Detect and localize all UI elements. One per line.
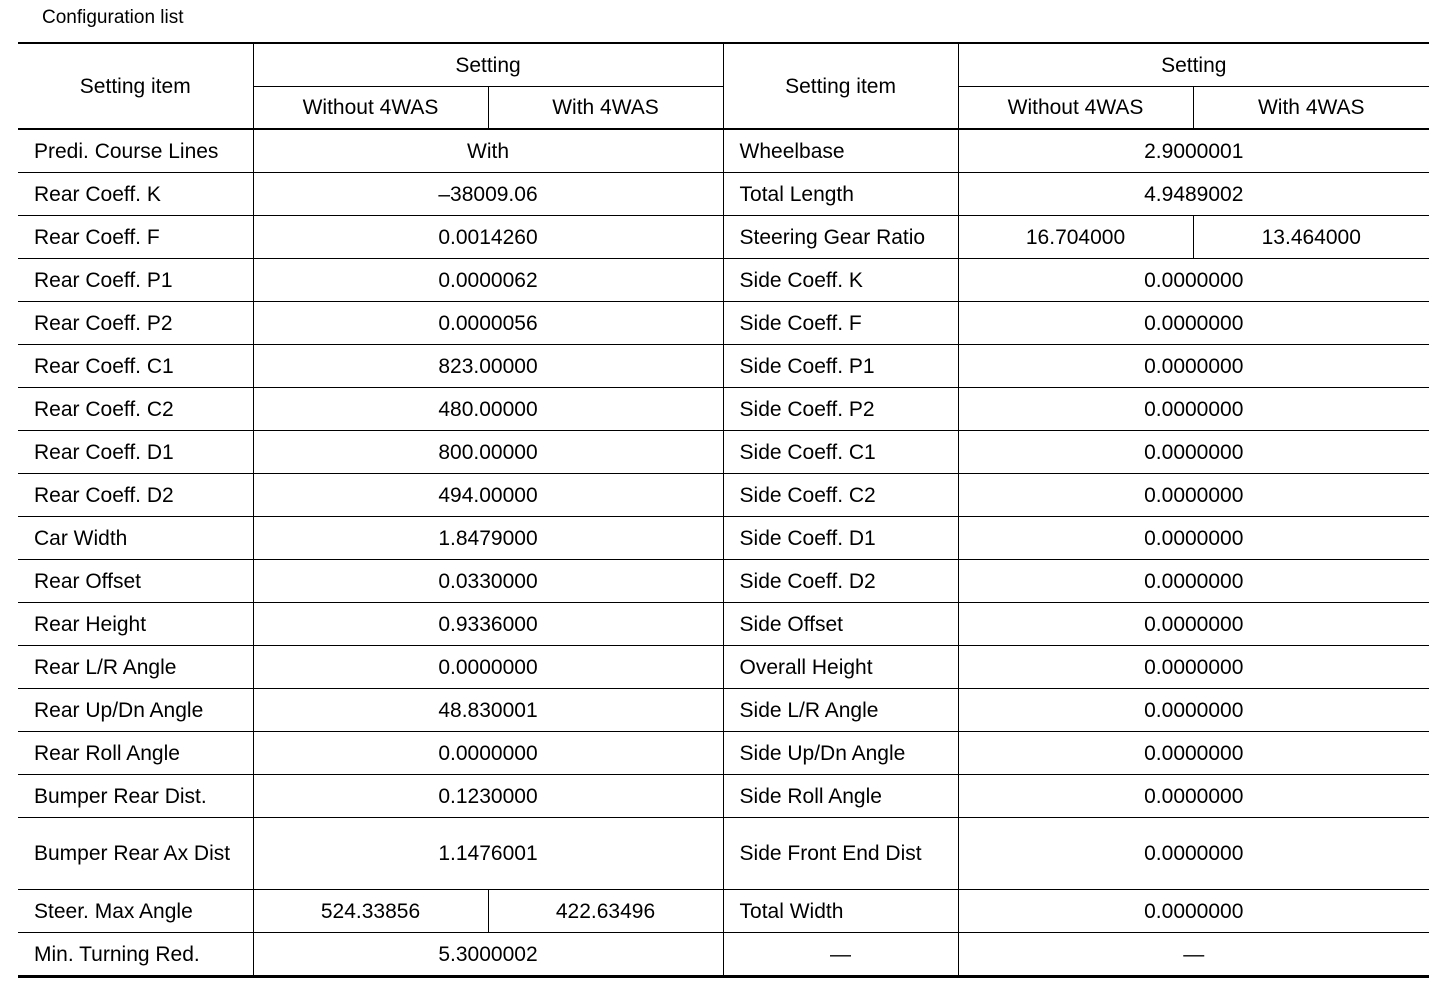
table-row [18, 388, 1429, 431]
setting-item-right: Side Front End Dist [723, 818, 958, 890]
table-row [18, 129, 1429, 173]
setting-value-left: 0.0000000 [253, 732, 723, 775]
setting-value-left: 48.830001 [253, 689, 723, 732]
setting-item-right: Side Coeff. C2 [723, 474, 958, 517]
setting-value-right: 0.0000000 [958, 560, 1429, 603]
setting-item-right: Wheelbase [723, 129, 958, 173]
setting-item-left: Predi. Course Lines [18, 129, 253, 173]
table-row [18, 775, 1429, 818]
setting-item-right: Side L/R Angle [723, 689, 958, 732]
setting-value-right: 0.0000000 [958, 517, 1429, 560]
setting-item-right: Total Width [723, 890, 958, 933]
without-4was-value-right: 16.704000 [958, 216, 1193, 259]
setting-item-left: Rear Coeff. P2 [18, 302, 253, 345]
table-row [18, 933, 1429, 977]
table-row [18, 345, 1429, 388]
setting-value-right: 0.0000000 [958, 818, 1429, 890]
setting-item-right: Side Coeff. D2 [723, 560, 958, 603]
setting-item-left: Min. Turning Red. [18, 933, 253, 977]
setting-item-right: Side Coeff. K [723, 259, 958, 302]
setting-item-left: Bumper Rear Ax Dist [18, 818, 253, 890]
setting-item-right: Side Coeff. P1 [723, 345, 958, 388]
with-4was-value-left: 422.63496 [488, 890, 723, 933]
with-4was-value-right: 13.464000 [1193, 216, 1429, 259]
setting-item-left: Rear L/R Angle [18, 646, 253, 689]
setting-value-right: 0.0000000 [958, 474, 1429, 517]
setting-value-left: 0.9336000 [253, 603, 723, 646]
setting-value-left: 1.1476001 [253, 818, 723, 890]
setting-value-right: 0.0000000 [958, 603, 1429, 646]
setting-item-left: Rear Height [18, 603, 253, 646]
setting-value-right: 2.9000001 [958, 129, 1429, 173]
table-row [18, 603, 1429, 646]
setting-item-left: Rear Coeff. C1 [18, 345, 253, 388]
table-row [18, 302, 1429, 345]
setting-value-left: 494.00000 [253, 474, 723, 517]
setting-value-right: 0.0000000 [958, 689, 1429, 732]
setting-item-right: Side Coeff. D1 [723, 517, 958, 560]
setting-item-right: Steering Gear Ratio [723, 216, 958, 259]
setting-value-left: With [253, 129, 723, 173]
setting-item-left: Rear Coeff. F [18, 216, 253, 259]
setting-item-right: Side Coeff. P2 [723, 388, 958, 431]
setting-item-right: Side Offset [723, 603, 958, 646]
header-setting-item-left: Setting item [18, 43, 253, 129]
setting-value-left: 0.0000000 [253, 646, 723, 689]
setting-item-right: Total Length [723, 173, 958, 216]
setting-value-right: 0.0000000 [958, 388, 1429, 431]
setting-item-left: Rear Roll Angle [18, 732, 253, 775]
setting-value-left: 0.0014260 [253, 216, 723, 259]
header-without-4was-right: Without 4WAS [958, 87, 1193, 130]
setting-item-right: Overall Height [723, 646, 958, 689]
setting-item-right: — [723, 933, 958, 977]
table-row [18, 818, 1429, 890]
setting-value-right: 0.0000000 [958, 431, 1429, 474]
setting-item-left: Rear Coeff. C2 [18, 388, 253, 431]
setting-value-right: 0.0000000 [958, 345, 1429, 388]
setting-item-left: Car Width [18, 517, 253, 560]
header-with-4was-right: With 4WAS [1193, 87, 1429, 130]
setting-value-left: 0.0000056 [253, 302, 723, 345]
setting-value-left: 0.0330000 [253, 560, 723, 603]
table-row [18, 646, 1429, 689]
setting-value-right: 0.0000000 [958, 646, 1429, 689]
table-caption: Configuration list [42, 7, 184, 28]
setting-item-right: Side Coeff. F [723, 302, 958, 345]
setting-value-left: 480.00000 [253, 388, 723, 431]
setting-value-right: 0.0000000 [958, 775, 1429, 818]
setting-item-right: Side Up/Dn Angle [723, 732, 958, 775]
table-row [18, 689, 1429, 732]
setting-item-left: Bumper Rear Dist. [18, 775, 253, 818]
without-4was-value-left: 524.33856 [253, 890, 488, 933]
setting-item-left: Rear Coeff. D1 [18, 431, 253, 474]
setting-item-left: Rear Offset [18, 560, 253, 603]
setting-value-right: 4.9489002 [958, 173, 1429, 216]
setting-item-left: Rear Up/Dn Angle [18, 689, 253, 732]
table-row [18, 560, 1429, 603]
header-with-4was-left: With 4WAS [488, 87, 723, 130]
setting-item-right: Side Coeff. C1 [723, 431, 958, 474]
table-row [18, 732, 1429, 775]
header-setting-left: Setting [253, 43, 723, 87]
setting-value-left: 800.00000 [253, 431, 723, 474]
header-setting-right: Setting [958, 43, 1429, 87]
setting-item-left: Steer. Max Angle [18, 890, 253, 933]
setting-value-left: 5.3000002 [253, 933, 723, 977]
table-row [18, 216, 1429, 259]
table-row [18, 517, 1429, 560]
setting-value-right: 0.0000000 [958, 890, 1429, 933]
setting-value-left: 0.0000062 [253, 259, 723, 302]
setting-value-right: 0.0000000 [958, 732, 1429, 775]
setting-value-left: 0.1230000 [253, 775, 723, 818]
setting-value-left: 823.00000 [253, 345, 723, 388]
setting-value-right: 0.0000000 [958, 302, 1429, 345]
setting-item-left: Rear Coeff. P1 [18, 259, 253, 302]
header-without-4was-left: Without 4WAS [253, 87, 488, 130]
header-setting-item-right: Setting item [723, 43, 958, 129]
table-row [18, 259, 1429, 302]
configuration-table [18, 42, 1429, 978]
table-row [18, 890, 1429, 933]
setting-item-left: Rear Coeff. D2 [18, 474, 253, 517]
setting-value-left: –38009.06 [253, 173, 723, 216]
table-row [18, 431, 1429, 474]
table-row [18, 474, 1429, 517]
table-row [18, 173, 1429, 216]
setting-item-right: Side Roll Angle [723, 775, 958, 818]
setting-value-right: — [958, 933, 1429, 977]
table-body [18, 129, 1429, 977]
setting-value-right: 0.0000000 [958, 259, 1429, 302]
setting-item-left: Rear Coeff. K [18, 173, 253, 216]
setting-value-left: 1.8479000 [253, 517, 723, 560]
